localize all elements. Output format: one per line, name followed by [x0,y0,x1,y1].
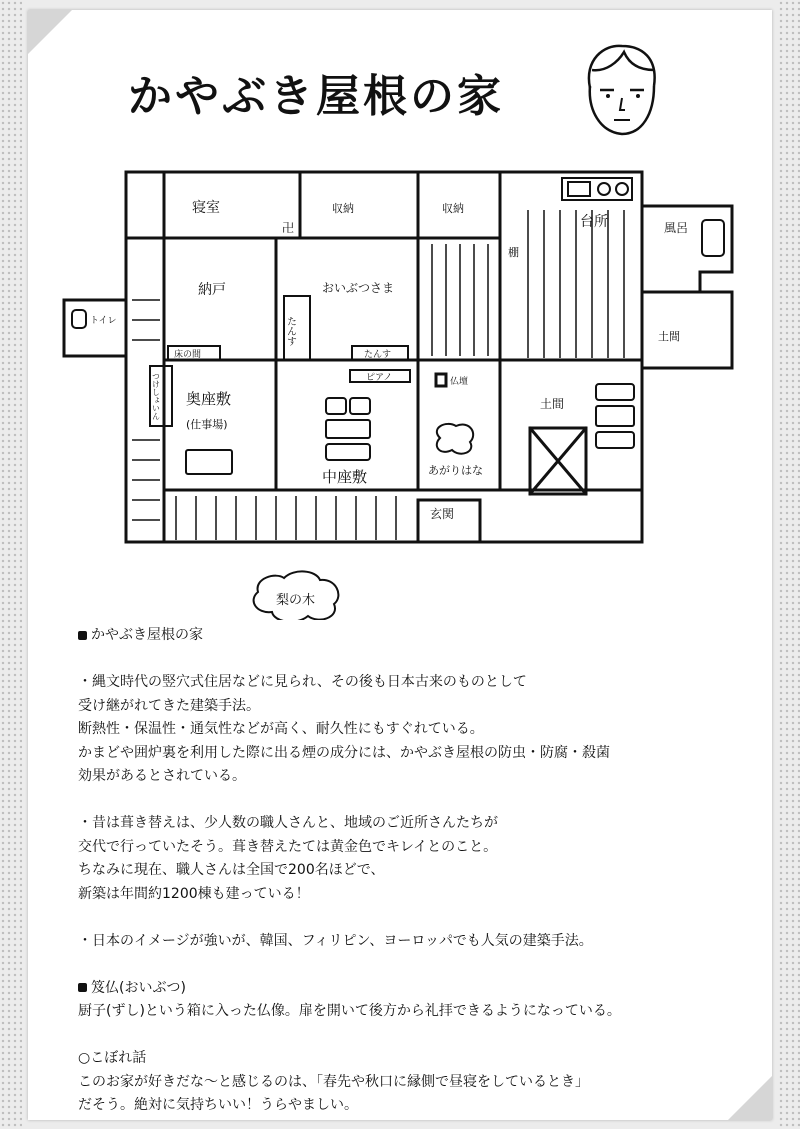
room-label-nakazashiki: 中座敷 [322,468,368,486]
room-label-bedroom: 寝室 [192,200,220,216]
note-line: このお家が好きだな〜と感じるのは、「春先や秋口に縁側で昼寝をしているとき」 [78,1073,589,1090]
room-label-kitchen: 台所 [580,214,608,230]
room-label-shigotoba: (仕事場) [186,418,228,431]
room-label-storage-1: 収納 [332,202,354,215]
bullet-icon [78,983,87,992]
room-label-butsudan: 仏壇 [450,377,469,387]
room-label-doma-main: 土間 [540,397,565,411]
page-title: かやぶき屋根の家 [128,71,504,122]
swastika-mark: 卍 [282,221,295,235]
note-line: ・縄文時代の竪穴式住居などに見られ、その後も日本古来のものとして [78,674,527,690]
room-label-agarihana: あがりはな [428,464,483,477]
notes-section [78,624,718,1118]
room-label-nando: 納戸 [198,282,226,298]
notes-heading-3: ○こぼれ話 [78,1050,147,1066]
room-label-okuzashiki: 奥座敷 [186,390,232,408]
notes-heading-2: 笈仏(おいぶつ) [78,977,718,1001]
note-line: 厨子(ずし)という箱に入った仏像。扉を開いて後方から礼拝できるようになっている。 [78,1003,621,1019]
bullet-icon [78,631,87,640]
note-line: 受け継がれてきた建築手法。 [78,697,260,714]
note-line: 交代で行っていたそう。葺き替えたては黄金色でキレイとのこと。 [78,838,498,855]
room-label-storage-2: 収納 [442,202,464,215]
notes-heading-1: かやぶき屋根の家 [78,624,718,648]
room-label-tansu: たんす [364,350,392,360]
room-label-tansu-vertical: たんす [284,316,296,346]
note-line: かまどや囲炉裏を利用した際に出る煙の成分には、かやぶき屋根の防虫・防腐・殺菌 [78,744,610,761]
note-line: ・日本のイメージが強いが、韓国、フィリピン、ヨーロッパでも人気の建築手法。 [78,932,593,949]
room-label-shelf: 棚 [508,246,519,259]
room-label-oibutsu: おいぶつさま [322,281,395,295]
note-line: 断熱性・保温性・通気性などが高く、耐久性にもすぐれている。 [78,721,484,737]
note-line: ・昔は葺き替えは、少人数の職人さんと、地域のご近所さんたちが [78,815,498,831]
room-label-piano: ピアノ [366,373,393,383]
room-label-tokonoma: 床の間 [174,350,202,360]
tree-label: 梨の木 [276,593,316,608]
room-label-doma-side: 土間 [658,330,680,343]
note-line: 新築は年間約1200棟も建っている！ [78,885,310,902]
room-label-tsukeshoin: つけしょいん [151,372,161,420]
room-label-toilet: トイレ [90,316,117,326]
note-line: ちなみに現在、職人さんは全国で200名ほどで、 [78,862,385,878]
page-corner-fold-bottom [728,1076,772,1120]
note-line: だそう。絶対に気持ちいい！うらやましい。 [78,1097,358,1113]
room-label-bath: 風呂 [664,221,689,235]
note-line: 効果があるとされている。 [78,768,246,784]
room-label-genkan: 玄関 [430,507,455,521]
